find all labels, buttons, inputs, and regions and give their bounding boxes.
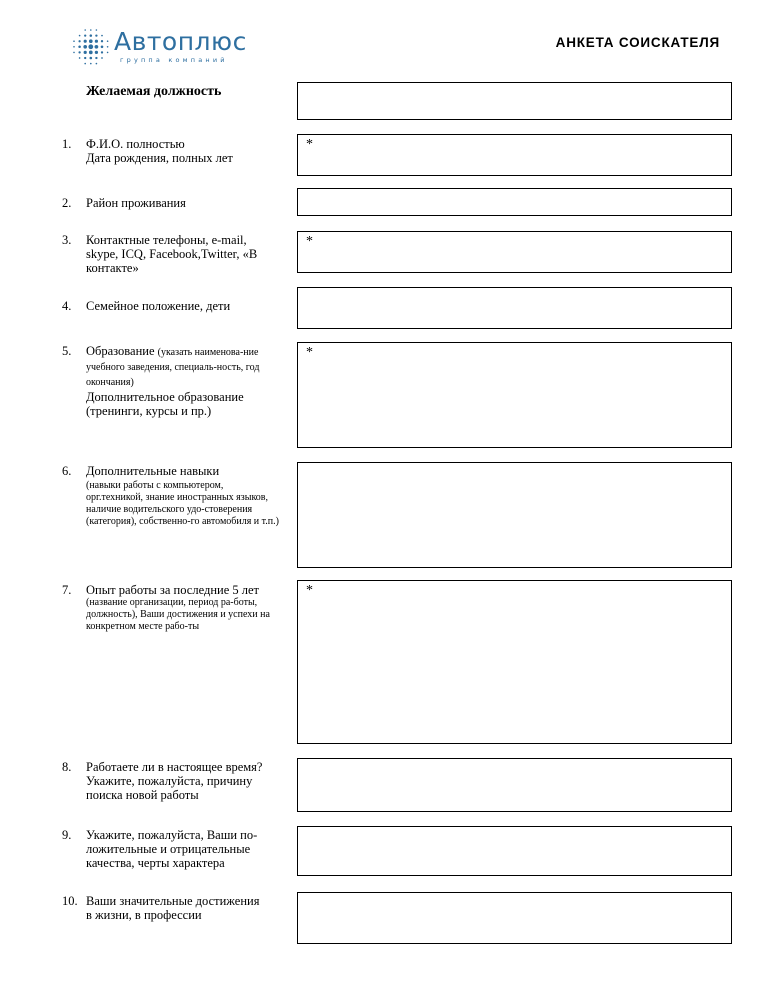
question-10 [62,894,282,922]
contacts-field[interactable] [297,231,732,273]
question-text: Работаете ли в настоящее время? [86,760,263,774]
logo-dot [101,46,104,49]
question-7 [62,583,282,633]
logo-dot [79,57,81,59]
logo-dot [89,39,93,43]
logo-dot [84,63,86,65]
logo-dot [73,46,75,48]
question-number: 1. [62,137,72,151]
skills-field[interactable] [297,462,732,568]
logo-dot [95,45,99,49]
question-9 [62,828,282,870]
question-3 [62,233,282,275]
question-number: 2. [62,196,72,210]
logo-name: Автоплюс [114,27,247,56]
full-name-field[interactable] [297,134,732,176]
achievements-field[interactable] [297,892,732,944]
question-number: 7. [62,583,72,597]
question-text: Район проживания [86,196,186,210]
logo-dot [101,57,103,59]
question-text: контакте» [86,261,139,275]
question-number: 4. [62,299,72,313]
logo-dot [101,35,103,37]
logo-dot [90,34,93,37]
logo-dot [95,40,98,43]
question-text: Дата рождения, полных лет [86,151,233,165]
logo-dot [90,63,92,65]
logo-dot [95,51,98,54]
work-experience-field[interactable] [297,580,732,744]
required-mark: * [306,234,313,249]
question-text: Укажите, пожалуйста, причину [86,774,253,788]
logo-dot [73,40,75,42]
logo-dot [84,57,86,59]
logo-dot [90,57,93,60]
logo-dot [79,35,81,37]
logo-dot [84,40,87,43]
question-text: Образование [86,344,155,358]
question-text: ложительные и отрицательные [86,842,251,856]
question-text: Опыт работы за последние 5 лет [86,583,259,597]
question-5 [62,344,282,418]
personal-qualities-field[interactable] [297,826,732,876]
logo-dot [78,46,81,49]
question-text: Дополнительные навыки [86,464,220,478]
logo-dot [78,40,80,42]
question-number: 6. [62,464,72,478]
question-number: 5. [62,344,72,358]
logo-dot [73,52,75,54]
logo-dot [101,51,103,53]
logo-dot [107,40,109,42]
question-text: в жизни, в профессии [86,908,202,922]
question-1 [62,137,282,165]
question-text: поиска новой работы [86,788,199,802]
question-text: Укажите, пожалуйста, Ваши по- [86,828,258,842]
question-text: Ваши значительные достижения [86,894,260,908]
question-text: Семейное положение, дети [86,299,231,313]
question-number: 10. [62,894,78,908]
question-number: 8. [62,760,72,774]
logo-dot [84,51,87,54]
logo-dot [90,29,92,31]
logo-dot [84,34,86,36]
question-4 [62,299,282,313]
question-text: качества, черты характера [86,856,225,870]
question-number: 3. [62,233,72,247]
logo-dot [84,29,86,31]
question-2 [62,196,282,210]
logo-dot [107,52,109,54]
logo-dot [96,63,98,65]
logo-dot [107,46,109,48]
logo-dot [88,44,93,49]
question-note: (название организации, период ра-боты, должность), Ваши достижения и успехи на конкретном месте рабо-ты [86,597,270,632]
desired-position-field[interactable] [297,82,732,120]
logo-dot [95,57,97,59]
question-text: Контактные телефоны, e-mail, [86,233,247,247]
question-8 [62,760,282,802]
logo-sphere-icon [70,26,112,68]
form-title: АНКЕТА СОИСКАТЕЛЯ [555,35,720,50]
question-note: (указать наименова-ние учебного заведения, специаль-ность, год окончания) [86,347,260,388]
logo-dot [83,45,87,49]
family-status-field[interactable] [297,287,732,329]
desired-position-label: Желаемая должность [86,84,222,99]
question-6 [62,464,282,528]
logo-dot [95,34,97,36]
logo-dot [78,51,80,53]
current-job-field[interactable] [297,758,732,812]
residence-field[interactable] [297,188,732,216]
question-text: skype, ICQ, Facebook,Twitter, «В [86,247,258,261]
question-text: Дополнительное образование (тренинги, курсы и пр.) [86,390,244,418]
question-text: Ф.И.О. полностью [86,137,185,151]
logo-subtitle: группа компаний [120,56,228,64]
logo-dot [96,29,98,31]
company-logo [70,26,245,68]
education-field[interactable] [297,342,732,448]
logo-dot [89,51,93,55]
required-mark: * [306,345,313,360]
required-mark: * [306,583,313,598]
required-mark: * [306,137,313,152]
question-number: 9. [62,828,72,842]
question-note: (навыки работы с компьютером, орг.техникой, знание иностранных языков, наличие водительского удо-стоверения (категория), собственно-го автомобиля и т.п.) [86,480,279,527]
logo-dot [101,40,103,42]
